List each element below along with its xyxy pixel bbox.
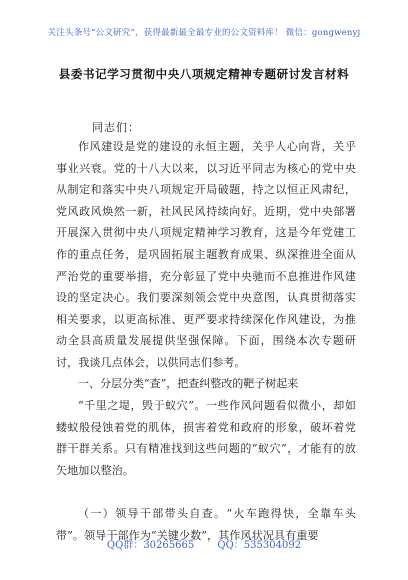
qq-group-number: QQ群：30265665: [106, 540, 195, 551]
salutation: 同志们：: [92, 121, 140, 134]
section-heading-1: 一、分层分类“查”，把查纠整改的靶子树起来: [78, 377, 299, 390]
contact-footer: [0, 536, 408, 551]
body-paragraph-3: （一）领导干部带头自查。“火车跑得快，全靠车头带”。领导干部作为“关键少数”，其作风状况具有重要: [56, 507, 356, 542]
promo-banner: 关注头条号“公文研究”，获得最新最全最专业的公文资料库！ 微信：gongwenyj: [47, 28, 361, 38]
body-paragraph-2: “千里之堤，毁于蚁穴”。一些作风问题看似微小，却如蝼蚁般侵蚀着党的肌体，损害着党和政府的形象，破坏着党群干群关系。只有精准找到这些问题的“蚁穴”，才能有的放矢地加以整治。: [56, 399, 356, 477]
body-paragraph-intro: 作风建设是党的建设的永恒主题，关乎人心向背，关乎事业兴衰。党的十八大以来，以习近平同志为核心的党中央从制定和落实中央八项规定开局破题，持之以恒正风肃纪，党风政风焕然一新，社风民风持续向好。近期，党中央部署开展深入贯彻中央八项规定精神学习教育，这是今年党建工作的重点任务，是巩固拓展主题教育成果、纵深推进全面从严治党的重要举措，充分彰显了党中央驰而不息推进作风建设的坚定决心。我们要深刻领会党中央意图，认真贯彻落实相关要求，以更高标准、更严要求持续深化作风建设，为推动全县高质量发展提供坚强保障。下面，围绕本次专题研讨，我谈几点体会，以供同志们参考。: [56, 140, 356, 369]
qq-number: QQ：535304092: [217, 540, 302, 551]
document-title: 县委书记学习贯彻中央八项规定精神专题研讨发言材料: [58, 67, 350, 81]
